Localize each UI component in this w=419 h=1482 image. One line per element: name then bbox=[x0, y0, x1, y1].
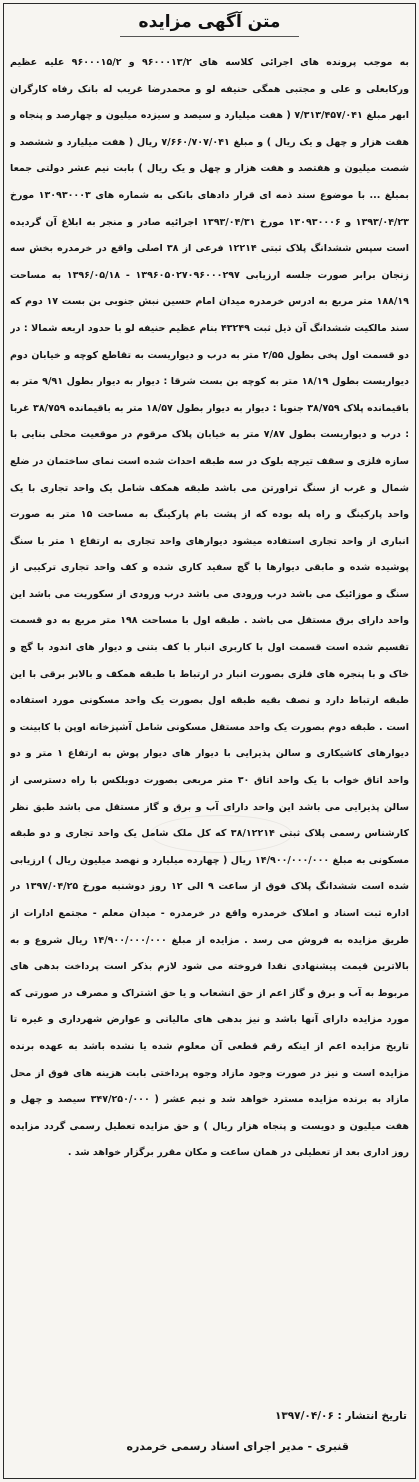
publication-date: تاریخ انتشار : ۱۳۹۷/۰۴/۰۶ bbox=[274, 1410, 407, 1422]
notice-title: متن آگهی مزایده bbox=[138, 12, 281, 32]
signature-line: قنبری - مدیر اجرای اسناد رسمی خرمدره bbox=[126, 1440, 349, 1453]
title-row bbox=[0, 12, 419, 46]
title-underline bbox=[120, 36, 299, 37]
faint-stamp bbox=[150, 815, 292, 853]
notice-body: به موجب پرونده های اجرائی کلاسه های ۹۶۰۰۰۱۳/۲ و ۹۶۰۰۰۱۵/۲ علیه عظیم ورکابعلی و علی و مجتبی همگی حنیفه لو و محمدرضا غریب له بانک رفاه کارگران ابهر مبلغ ۷/۳۱۳/۴۵۷/۰۴۱ ( هفت میلیارد و سیصد و سیزده میلیون و چهارصد و پنجاه و هفت هزار و چهل و یک ریال ) و مبلغ ۷/۶۶۰/۷۰۷/۰۴۱ ریال ( هفت میلیارد و ششصد و شصت میلیون و هفتصد و هفت هزار و چهل و یک ریال ) بابت نیم عشر دولتی جمعا بمبلغ ... با موضوع سند ذمه ای قرار دادهای بانکی به شماره های ۱۳۰۹۳۰۰۰۳ مورخ ۱۳۹۳/۰۴/۲۳ و ۱۳۰۹۳۰۰۰۶ مورخ ۱۳۹۳/۰۴/۳۱ اجرائیه صادر و منجر به ابلاغ آن گردیده است سپس ششدانگ پلاک ثبتی ۱۲۲۱۴ فرعی از ۳۸ اصلی واقع در خرمدره بخش سه زنجان برابر صورت جلسه ارزیابی ۱۳۹۶۰۵۰۲۷۰۹۶۰۰۰۲۹۷ - ۱۳۹۶/۰۵/۱۸ به مساحت ۱۸۸/۱۹ متر مربع به ادرس خرمدره میدان امام حسین نبش جنوبی بن بست ۱۷ دوم که سند مالکیت ششدانگ آن ذیل ثبت ۴۳۲۴۹ بنام عظیم حنیفه لو با حدود اربعه شمالا : در دو قسمت اول پخی بطول ۲/۵۵ متر به درب و دیواریست به تقاطع کوچه و خیابان دوم دیواریست بطول ۱۸/۱۹ متر به کوچه بن بست شرقا : دیوار به دیوار بطول ۹/۹۱ متر به باقیمانده پلاک ۳۸/۷۵۹ جنوبا : دیوار به دیوار بطول ۱۸/۵۷ متر به باقیمانده ۳۸/۷۵۹ غربا : درب و دیواریست بطول ۷/۸۷ متر به خیابان پلاک مرقوم در موقعیت محلی بنایی با سازه فلزی و سقف تیرچه بلوک در سه طبقه احداث شده است نمای ساختمان در ضلع شمال و غرب از سنگ تراورتن می باشد طبقه همکف شامل یک واحد تجاری با یک واحد پارکینگ و راه پله بوده که از پشت بام پارکینگ به مساحت ۱۵ متر به صورت انباری از واحد تجاری استفاده میشود دیوارهای واحد تجاری به ارتفاع ۱ متر با سنگ پوشیده شده و مابقی دیوارها با گچ سفید کاری شده و کف واحد تجاری ترکیبی از سنگ و موزائیک می باشد درب ورودی می باشد درب ورودی از سکوریت می باشد این واحد دارای برق مستقل می باشد . طبقه اول با مساحت ۱۹۸ متر مربع به دو قسمت تقسیم شده است قسمت اول با کاربری انبار با کف بتنی و دیوار های اندود با گچ و خاک و با پنجره های فلزی بصورت انبار در ارتباط با طبقه همکف و بالابر برقی با این طبقه ارتباط دارد و نصف بقیه طبقه اول بصورت یک واحد مسکونی مورد استفاده است . طبقه دوم بصورت یک واحد مستقل مسکونی شامل آشپزخانه اوپن با کابینت و دیوارهای کاشیکاری و سالن پذیرایی با دیوار های دیوار پوش به ارتفاع ۱ متر و دو واحد اتاق خواب با یک واحد اتاق ۳۰ متر مربعی بصورت دوبلکس با راه دسترسی از سالن پذیرایی می باشد این واحد دارای آب و برق و گاز مستقل می باشد طبق نظر کارشناس رسمی پلاک ثبتی ۳۸/۱۲۲۱۴ که کل ملک شامل یک واحد تجاری و دو طبقه مسکونی به مبلغ ۱۴/۹۰۰/۰۰۰/۰۰۰ ریال ( چهارده میلیارد و نهصد میلیون ریال ) ارزیابی شده است ششدانگ پلاک فوق از ساعت ۹ الی ۱۲ روز دوشنبه مورخ ۱۳۹۷/۰۴/۲۵ در اداره ثبت اسناد و املاک خرمدره واقع در خرمدره - میدان معلم - مجتمع ادارات از طریق مزایده به فروش می رسد . مزایده از مبلغ ۱۴/۹۰۰/۰۰۰/۰۰۰ ریال شروع و به بالاترین قیمت پیشنهادی نقدا فروخته می شود لازم بذکر است پرداخت بدهی های مربوط به آب و برق و گاز اعم از حق انشعاب و یا حق اشتراک و مصرف در صورتی که مورد مزایده دارای آنها باشد و نیز بدهی های مالیاتی و عوارض شهرداری و غیره تا تاریخ مزایده اعم از اینکه رقم قطعی آن معلوم شده یا نشده باشد به عهده برنده مزایده است و نیز در صورت وجود مازاد وجوه پرداختی بابت هزینه های فوق از محل مازاد به برنده مزایده مسترد خواهد شد و نیم عشر ( ۳۴۷/۲۵۰/۰۰۰ سیصد و چهل و هفت میلیون و دویست و پنجاه هزار ریال ) و حق مزایده تعطیل رسمی گردد مزایده روز اداری بعد از تعطیلی در همان ساعت و مکان مقرر برگزار خواهد شد . bbox=[10, 57, 409, 1159]
